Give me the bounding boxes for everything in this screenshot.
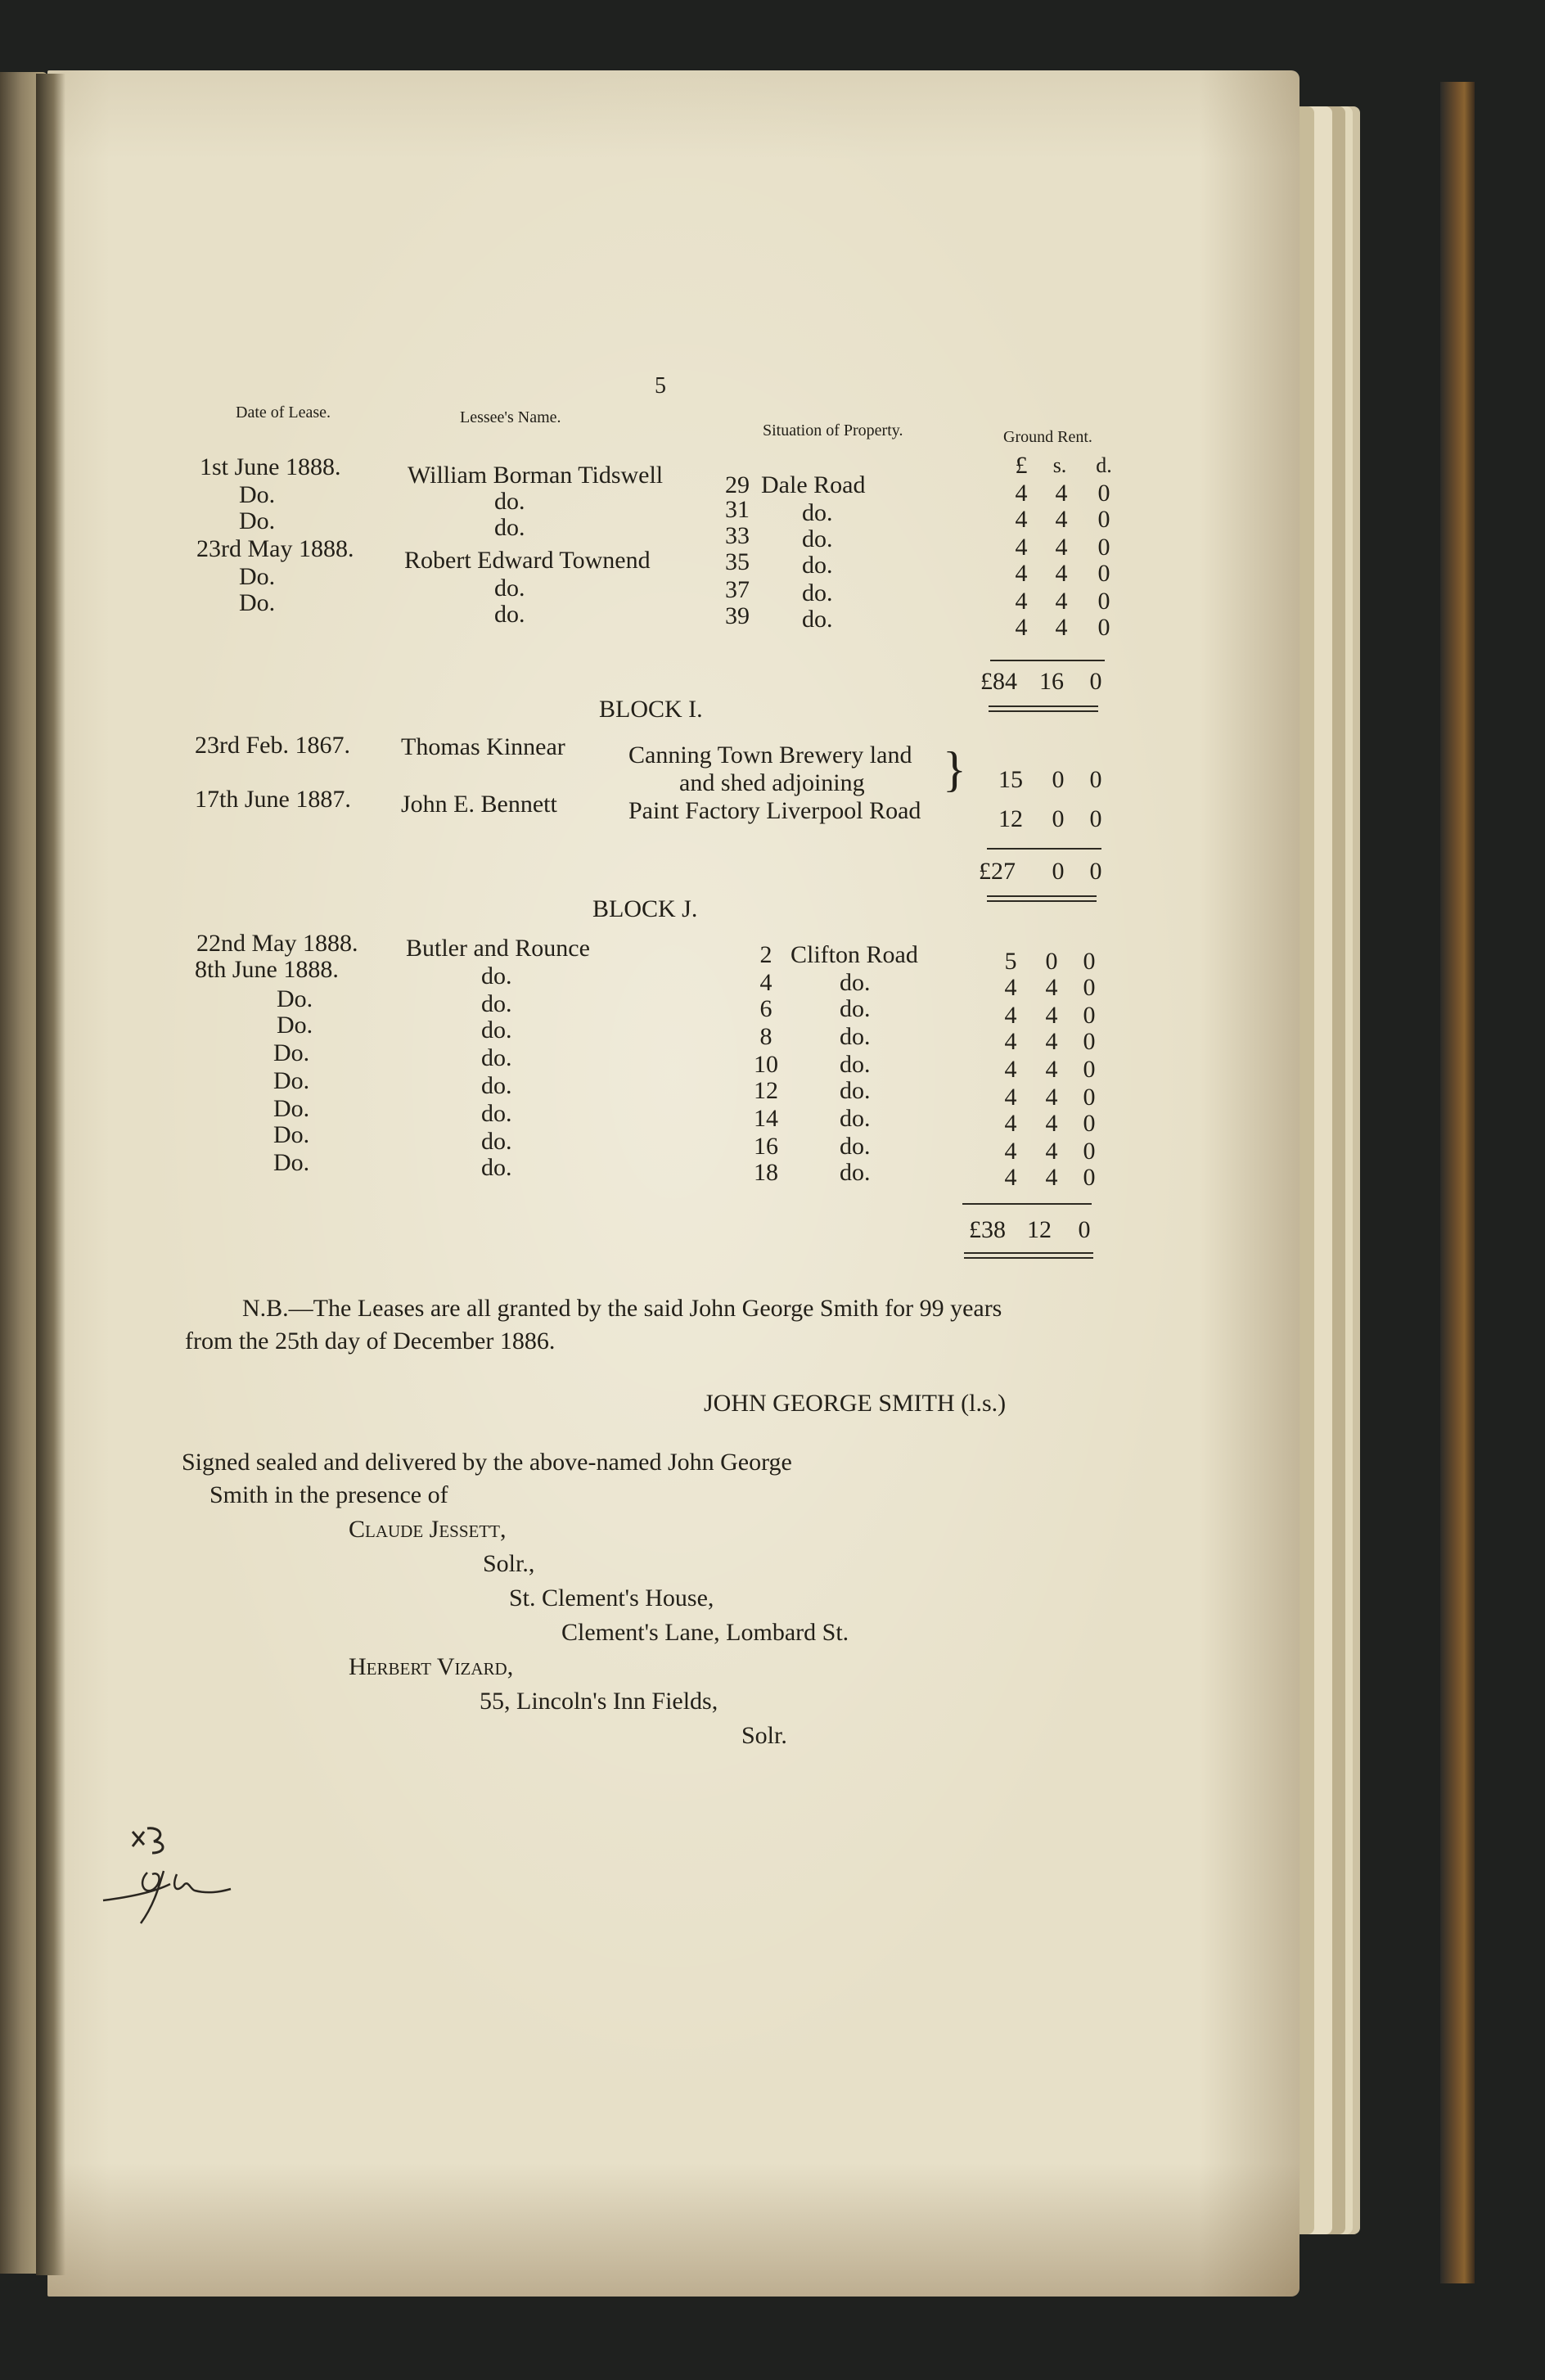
block-j-row-3-date: Do. — [277, 985, 313, 1012]
block-i-title: BLOCK I. — [599, 696, 703, 723]
section1-total-pounds: £84 — [980, 668, 1017, 695]
block-j-row-9-date: Do. — [273, 1149, 310, 1176]
section1-row-3-street: do. — [802, 525, 833, 552]
witness-1-name: Claude Jessett, — [349, 1516, 507, 1543]
block-i-row-2-date: 17th June 1887. — [195, 786, 351, 813]
block-j-row-5-number: 10 — [754, 1051, 778, 1078]
section1-row-1-shillings: 4 — [1055, 480, 1068, 507]
handwritten-signature-mark — [97, 1825, 236, 1931]
block-j-row-1-shillings: 0 — [1045, 948, 1058, 975]
block-j-row-6-street: do. — [840, 1077, 871, 1104]
header-pence: d. — [1096, 453, 1112, 477]
section1-row-2-number: 31 — [725, 496, 750, 523]
block-j-row-2-number: 4 — [759, 969, 772, 996]
block-j-row-5-date: Do. — [273, 1039, 310, 1066]
block-j-row-2-date: 8th June 1888. — [195, 956, 339, 983]
witness-2-name: Herbert Vizard, — [349, 1653, 514, 1680]
double-rule — [989, 710, 1098, 712]
block-j-row-4-shillings: 4 — [1045, 1028, 1058, 1055]
header-lessee: Lessee's Name. — [460, 408, 561, 426]
section1-row-3-number: 33 — [725, 522, 750, 549]
section1-row-2-lessee: do. — [494, 488, 525, 515]
block-j-row-9-shillings: 4 — [1045, 1164, 1058, 1191]
section1-row-5-street: do. — [802, 579, 833, 606]
section1-row-1-date: 1st June 1888. — [200, 453, 341, 480]
double-rule — [964, 1252, 1093, 1254]
section1-row-6-pounds: 4 — [1015, 614, 1028, 641]
block-i-row-1-pence: 0 — [1089, 766, 1102, 793]
block-j-row-5-lessee: do. — [481, 1044, 512, 1071]
curly-brace: } — [943, 742, 966, 796]
note-line-1: N.B.—The Leases are all granted by the said John George Smith for 99 years — [242, 1295, 1002, 1322]
section1-row-3-shillings: 4 — [1055, 534, 1068, 561]
block-i-row-2-lessee: John E. Bennett — [401, 791, 557, 818]
section1-row-5-lessee: do. — [494, 575, 525, 602]
signatory-text: JOHN GEORGE SMITH (l.s.) — [704, 1390, 1007, 1417]
section1-row-6-pence: 0 — [1097, 614, 1110, 641]
total-rule — [990, 660, 1105, 661]
witness-1-address-2: Clement's Lane, Lombard St. — [561, 1619, 849, 1646]
section1-row-4-pounds: 4 — [1015, 560, 1028, 587]
witness-1-title: Solr., — [483, 1550, 535, 1577]
section1-row-1-number: 29 — [725, 471, 750, 498]
block-j-row-7-street: do. — [840, 1105, 871, 1132]
section1-row-6-number: 39 — [725, 602, 750, 629]
block-j-total-pounds: £38 — [969, 1216, 1006, 1243]
section1-row-4-date: 23rd May 1888. — [196, 535, 354, 562]
block-j-row-7-shillings: 4 — [1045, 1110, 1058, 1137]
block-j-row-2-lessee: do. — [481, 962, 512, 989]
witness-2-title: Solr. — [741, 1722, 787, 1749]
block-j-row-7-lessee: do. — [481, 1100, 512, 1127]
block-i-row-1-situation: Canning Town Brewery land — [628, 741, 912, 769]
block-j-row-6-lessee: do. — [481, 1072, 512, 1099]
section1-row-2-pounds: 4 — [1015, 506, 1028, 533]
block-j-row-1-street: Clifton Road — [791, 941, 918, 968]
block-i-total-pounds: £27 — [979, 858, 1016, 885]
block-j-row-4-street: do. — [840, 1023, 871, 1050]
section1-row-5-pounds: 4 — [1015, 588, 1028, 615]
block-j-row-8-pounds: 4 — [1004, 1138, 1017, 1165]
section1-row-4-number: 35 — [725, 548, 750, 575]
block-j-row-6-pounds: 4 — [1004, 1084, 1017, 1111]
block-j-row-7-pence: 0 — [1083, 1110, 1096, 1137]
section1-row-6-date: Do. — [239, 589, 276, 616]
section1-row-5-number: 37 — [725, 576, 750, 603]
section1-row-3-pounds: 4 — [1015, 534, 1028, 561]
block-j-row-5-street: do. — [840, 1051, 871, 1078]
block-j-row-5-shillings: 4 — [1045, 1056, 1058, 1083]
signatory — [704, 1391, 1006, 1416]
section1-row-4-street: do. — [802, 552, 833, 579]
block-j-row-3-shillings: 4 — [1045, 1002, 1058, 1029]
block-i-row-2-situation: Paint Factory Liverpool Road — [628, 797, 921, 824]
block-i-row-1-date: 23rd Feb. 1867. — [195, 732, 350, 759]
block-j-total-pence: 0 — [1078, 1216, 1091, 1243]
block-i-row-1-pounds: 15 — [998, 766, 1023, 793]
block-i-total-pence: 0 — [1089, 858, 1102, 885]
block-j-row-3-street: do. — [840, 995, 871, 1022]
block-j-title: BLOCK J. — [592, 895, 698, 922]
section1-row-3-lessee: do. — [494, 514, 525, 541]
block-j-row-2-street: do. — [840, 969, 871, 996]
total-rule — [987, 848, 1101, 850]
header-ground-rent: Ground Rent. — [1003, 428, 1092, 446]
section1-row-2-street: do. — [802, 499, 833, 526]
attestation-line-2: Smith in the presence of — [209, 1481, 448, 1508]
block-i-row-1-shillings: 0 — [1052, 766, 1065, 793]
block-j-row-1-pence: 0 — [1083, 948, 1096, 975]
block-j-row-1-number: 2 — [759, 941, 772, 968]
block-j-row-4-date: Do. — [277, 1012, 313, 1039]
section1-row-1-lessee: William Borman Tidswell — [408, 462, 664, 489]
section1-row-1-pounds: 4 — [1015, 480, 1028, 507]
block-i-row-2-shillings: 0 — [1052, 805, 1065, 832]
section1-row-6-lessee: do. — [494, 601, 525, 628]
block-j-row-8-number: 16 — [754, 1133, 778, 1160]
block-j-row-6-shillings: 4 — [1045, 1084, 1058, 1111]
section1-row-5-shillings: 4 — [1055, 588, 1068, 615]
block-j-row-4-pence: 0 — [1083, 1028, 1096, 1055]
section1-row-1-pence: 0 — [1097, 480, 1110, 507]
section1-row-2-shillings: 4 — [1055, 506, 1068, 533]
block-j-row-3-pence: 0 — [1083, 1002, 1096, 1029]
block-j-row-3-lessee: do. — [481, 990, 512, 1017]
block-j-row-1-lessee: Butler and Rounce — [406, 935, 590, 962]
block-j-row-2-pounds: 4 — [1004, 974, 1017, 1001]
block-j-row-7-number: 14 — [754, 1105, 778, 1132]
note-line-2: from the 25th day of December 1886. — [185, 1327, 556, 1355]
section1-row-5-pence: 0 — [1097, 588, 1110, 615]
section1-row-6-street: do. — [802, 606, 833, 633]
block-j-row-6-number: 12 — [754, 1077, 778, 1104]
section1-total-shillings: 16 — [1039, 668, 1064, 695]
section1-row-5-date: Do. — [239, 563, 276, 590]
block-j-total-shillings: 12 — [1027, 1216, 1052, 1243]
section1-row-4-shillings: 4 — [1055, 560, 1068, 587]
block-j-row-7-date: Do. — [273, 1095, 310, 1122]
block-j-row-9-street: do. — [840, 1159, 871, 1186]
block-j-row-7-pounds: 4 — [1004, 1110, 1017, 1137]
block-j-row-4-lessee: do. — [481, 1016, 512, 1044]
block-j-row-8-street: do. — [840, 1133, 871, 1160]
block-j-row-4-pounds: 4 — [1004, 1028, 1017, 1055]
block-j-row-8-date: Do. — [273, 1121, 310, 1148]
section1-row-3-pence: 0 — [1097, 534, 1110, 561]
block-j-row-9-pounds: 4 — [1004, 1164, 1017, 1191]
double-rule — [989, 705, 1098, 707]
page-number: 5 — [655, 373, 666, 399]
section1-row-4-pence: 0 — [1097, 560, 1110, 587]
section1-row-1-street: Dale Road — [761, 471, 866, 498]
block-j-row-8-shillings: 4 — [1045, 1138, 1058, 1165]
section1-row-2-pence: 0 — [1097, 506, 1110, 533]
attestation-line-1: Signed sealed and delivered by the above-named John George — [182, 1449, 792, 1476]
block-i-row-1-lessee: Thomas Kinnear — [401, 733, 565, 760]
block-j-row-1-pounds: 5 — [1004, 948, 1017, 975]
witness-1-address-1: St. Clement's House, — [509, 1584, 714, 1611]
header-shillings: s. — [1052, 453, 1067, 477]
section1-row-2-date: Do. — [239, 481, 276, 508]
total-rule — [962, 1203, 1092, 1205]
block-i-row-2-pounds: 12 — [998, 805, 1023, 832]
block-j-row-3-number: 6 — [759, 995, 772, 1022]
double-rule — [964, 1257, 1093, 1259]
block-j-row-8-lessee: do. — [481, 1128, 512, 1155]
section1-row-4-lessee: Robert Edward Townend — [404, 547, 651, 574]
block-j-row-4-number: 8 — [759, 1023, 772, 1050]
block-j-row-6-pence: 0 — [1083, 1084, 1096, 1111]
block-j-row-2-shillings: 4 — [1045, 974, 1058, 1001]
header-pounds: £ — [1015, 452, 1028, 479]
block-j-row-3-pounds: 4 — [1004, 1002, 1017, 1029]
block-i-total-shillings: 0 — [1052, 858, 1065, 885]
block-j-row-2-pence: 0 — [1083, 974, 1096, 1001]
block-j-row-9-pence: 0 — [1083, 1164, 1096, 1191]
double-rule — [987, 895, 1097, 897]
block-j-row-8-pence: 0 — [1083, 1138, 1096, 1165]
section1-row-3-date: Do. — [239, 507, 276, 534]
block-j-row-5-pence: 0 — [1083, 1056, 1096, 1083]
double-rule — [987, 900, 1097, 902]
header-date: Date of Lease. — [236, 403, 331, 421]
section1-row-6-shillings: 4 — [1055, 614, 1068, 641]
block-j-row-5-pounds: 4 — [1004, 1056, 1017, 1083]
block-i-row-1-situation-cont: and shed adjoining — [679, 769, 865, 796]
block-i-row-2-pence: 0 — [1089, 805, 1102, 832]
witness-2-address-1: 55, Lincoln's Inn Fields, — [480, 1688, 718, 1715]
section1-total-pence: 0 — [1089, 668, 1102, 695]
header-situation: Situation of Property. — [763, 421, 903, 439]
block-j-row-9-lessee: do. — [481, 1154, 512, 1181]
block-j-row-9-number: 18 — [754, 1159, 778, 1186]
block-j-row-1-date: 22nd May 1888. — [196, 930, 358, 957]
block-j-row-6-date: Do. — [273, 1067, 310, 1094]
